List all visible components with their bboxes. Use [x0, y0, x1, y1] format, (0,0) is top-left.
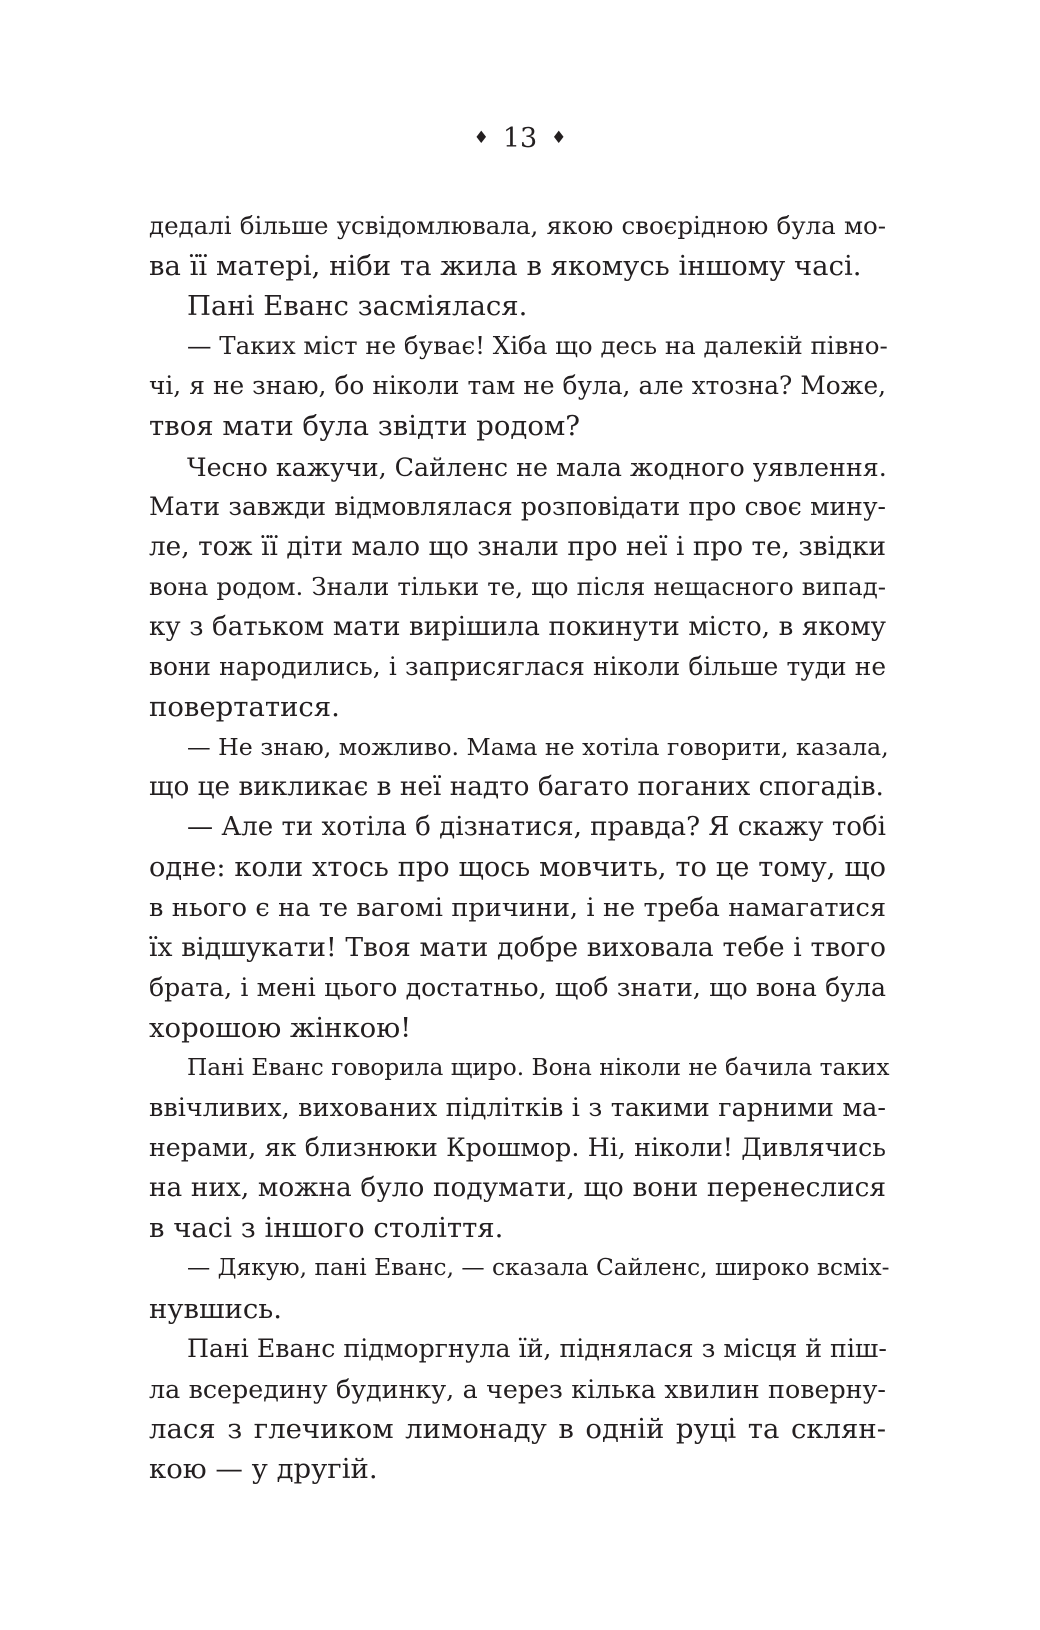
- text-line: ва її матері, ніби та жила в якомусь іншому часі.: [149, 250, 862, 283]
- text-line: брата, і мені цього достатньо, щоб знати, що вона була: [149, 972, 886, 1002]
- text-line: одне: коли хтось про щось мовчить, то це тому, що: [149, 851, 886, 883]
- text-line: що це викликає в неї надто багато поганих спогадів.: [149, 772, 884, 803]
- text-line: дедалі більше усвідомлювала, якою своєрідною була мо-: [149, 211, 886, 240]
- text-line: нерами, як близнюки Крошмор. Ні, ніколи! Дивлячись: [149, 1133, 886, 1163]
- text-line: кою — у другій.: [149, 1452, 378, 1485]
- text-line: ку з батьком мати вирішила покинути місто, в якому: [149, 611, 886, 642]
- text-line: Чесно кажучи, Сайленс не мала жодного уявлення.: [187, 451, 887, 482]
- text-line: Пані Еванс говорила щиро. Вона ніколи не бачила таких: [187, 1053, 890, 1081]
- text-line: чі, я не знаю, бо ніколи там не була, але хтозна? Може,: [149, 371, 886, 401]
- text-line: повертатися.: [149, 691, 340, 724]
- text-line: нувшись.: [149, 1292, 283, 1325]
- text-line: хорошою жінкою!: [149, 1011, 412, 1044]
- text-line: твоя мати була звідти родом?: [149, 410, 581, 443]
- body-text: [149, 206, 890, 1489]
- text-line: — Не знаю, можливо. Мама не хотіла говорити, казала,: [187, 733, 889, 762]
- text-line: ле, тож її діти мало що знали про неї і про те, звідки: [149, 531, 886, 562]
- text-line: Пані Еванс засміялася.: [187, 290, 528, 323]
- page-header: [0, 122, 1040, 157]
- page-number: 13: [502, 123, 538, 154]
- text-line: їх відшукати! Твоя мати добре виховала тебе і твого: [149, 931, 886, 963]
- text-line: Мати завжди відмовлялася розповідати про своє мину-: [149, 491, 886, 521]
- text-line: ла всередину будинку, а через кілька хвилин поверну-: [149, 1373, 886, 1404]
- text-line: вони народились, і заприсяглася ніколи більше туди не: [149, 652, 886, 682]
- text-line: на них, можна було подумати, що вони перенеслися: [149, 1173, 886, 1204]
- text-line: лася з глечиком лимонаду в одній руці та склян-: [149, 1412, 886, 1445]
- text-line: — Дякую, пані Еванс, — сказала Сайленс, широко всміх-: [187, 1254, 890, 1282]
- diamond-ornament-icon: ♦: [551, 127, 567, 148]
- text-line: в нього є на те вагомі причини, і не треба намагатися: [149, 892, 886, 923]
- text-line: ввічливих, вихованих підлітків і з такими гарними ма-: [149, 1093, 886, 1124]
- diamond-ornament-icon: ♦: [473, 127, 489, 148]
- text-line: в часі з іншого століття.: [149, 1212, 504, 1245]
- text-line: вона родом. Знали тільки те, що після нещасного випад-: [149, 571, 886, 601]
- text-line: — Але ти хотіла б дізнатися, правда? Я скажу тобі: [187, 812, 886, 843]
- text-line: Пані Еванс підморгнула їй, піднялася з місця й піш-: [187, 1333, 887, 1363]
- text-line: — Таких міст не буває! Хіба що десь на далекій півно-: [187, 331, 888, 361]
